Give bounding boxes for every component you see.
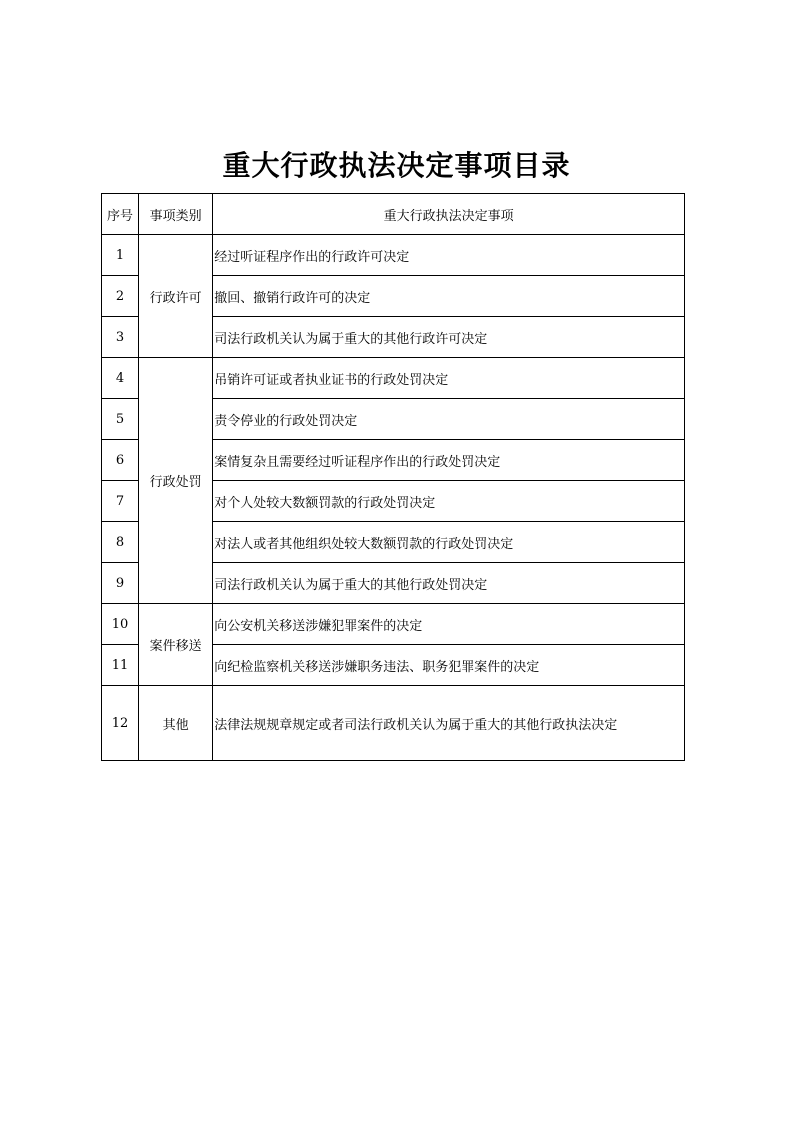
page-title: 重大行政执法决定事项目录 bbox=[222, 149, 571, 182]
category-cell: 行政许可 bbox=[139, 235, 213, 358]
header-item: 重大行政执法决定事项 bbox=[213, 194, 685, 235]
category-cell: 案件移送 bbox=[139, 604, 213, 686]
seq-cell: 4 bbox=[102, 358, 139, 399]
header-seq: 序号 bbox=[102, 194, 139, 235]
seq-cell: 2 bbox=[102, 276, 139, 317]
item-cell: 向公安机关移送涉嫌犯罪案件的决定 bbox=[213, 604, 685, 645]
seq-cell: 12 bbox=[102, 686, 139, 761]
seq-cell: 10 bbox=[102, 604, 139, 645]
seq-cell: 8 bbox=[102, 522, 139, 563]
seq-cell: 1 bbox=[102, 235, 139, 276]
seq-cell: 3 bbox=[102, 317, 139, 358]
seq-cell: 9 bbox=[102, 563, 139, 604]
category-cell: 其他 bbox=[139, 686, 213, 761]
seq-cell: 6 bbox=[102, 440, 139, 481]
table-row bbox=[102, 604, 685, 645]
header-category: 事项类别 bbox=[139, 194, 213, 235]
seq-cell: 11 bbox=[102, 645, 139, 686]
seq-cell: 5 bbox=[102, 399, 139, 440]
category-cell: 行政处罚 bbox=[139, 358, 213, 604]
item-cell: 经过听证程序作出的行政许可决定 bbox=[213, 235, 685, 276]
seq-cell: 7 bbox=[102, 481, 139, 522]
table-row bbox=[102, 686, 685, 761]
item-cell: 案情复杂且需要经过听证程序作出的行政处罚决定 bbox=[213, 440, 685, 481]
item-cell: 责令停业的行政处罚决定 bbox=[213, 399, 685, 440]
table-header-row bbox=[102, 194, 685, 235]
item-cell: 对个人处较大数额罚款的行政处罚决定 bbox=[213, 481, 685, 522]
table-row bbox=[102, 235, 685, 276]
item-cell: 撤回、撤销行政许可的决定 bbox=[213, 276, 685, 317]
item-cell: 向纪检监察机关移送涉嫌职务违法、职务犯罪案件的决定 bbox=[213, 645, 685, 686]
item-cell: 吊销许可证或者执业证书的行政处罚决定 bbox=[213, 358, 685, 399]
decision-catalog-table bbox=[101, 193, 685, 761]
item-cell: 司法行政机关认为属于重大的其他行政处罚决定 bbox=[213, 563, 685, 604]
item-cell: 对法人或者其他组织处较大数额罚款的行政处罚决定 bbox=[213, 522, 685, 563]
item-cell: 司法行政机关认为属于重大的其他行政许可决定 bbox=[213, 317, 685, 358]
item-cell: 法律法规规章规定或者司法行政机关认为属于重大的其他行政执法决定 bbox=[213, 686, 685, 761]
table-row bbox=[102, 358, 685, 399]
